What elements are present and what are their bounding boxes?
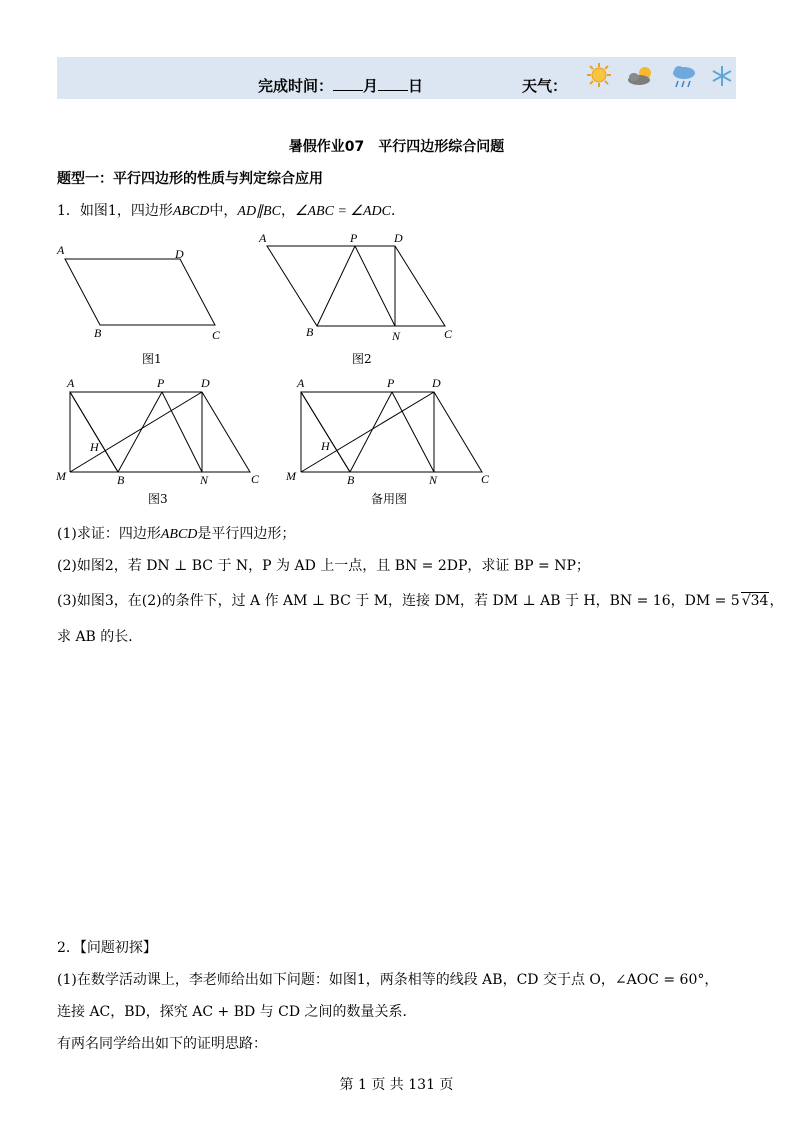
q1-part1: (1)求证：四边形ABCD是平行四边形；: [57, 526, 296, 542]
fig1-label-d: D: [175, 247, 184, 261]
fig2-label-n: N: [392, 329, 401, 343]
fig3-label-c: C: [251, 472, 260, 486]
fig2-label-c: C: [444, 327, 453, 341]
fig4-label-a: A: [297, 376, 305, 390]
figure-1: [55, 238, 235, 348]
fig2-label-p: P: [350, 231, 358, 245]
q1-part2: (2)如图2，若 DN ⊥ BC 于 N，P 为 AD 上一点，且 BN = 2DP，求证 BP = NP；: [57, 558, 590, 574]
q2-line2: 连接 AC，BD，探究 AC + BD 与 CD 之间的数量关系．: [57, 1004, 417, 1020]
q1-part3-ask: 求 AB 的长．: [57, 629, 143, 645]
fig4-label-m: M: [286, 469, 296, 483]
completion-time-label: 完成时间： 月 日: [258, 77, 424, 95]
q2-line3: 有两名同学给出如下的证明思路：: [57, 1036, 267, 1052]
figure-2: [255, 230, 460, 345]
fig3-caption: 图3: [148, 492, 168, 506]
fig3-label-a: A: [67, 376, 75, 390]
fig3-label-b: B: [117, 473, 125, 487]
figure-3: [52, 374, 272, 490]
fig4-label-b: B: [347, 473, 355, 487]
fig1-label-c: C: [212, 328, 221, 342]
fig2-caption: 图2: [352, 352, 372, 366]
fig3-label-p: P: [157, 376, 165, 390]
fig4-label-c: C: [481, 472, 490, 486]
fig1-label-b: B: [94, 326, 102, 340]
snowflake-icon: [710, 64, 734, 88]
sun-cloud-icon: [626, 64, 658, 88]
fig3-label-m: M: [56, 469, 66, 483]
fig1-label-a: A: [57, 243, 65, 257]
page-title: 暑假作业07 平行四边形综合问题: [288, 139, 505, 155]
rain-cloud-icon: [670, 64, 698, 90]
fig3-label-h: H: [90, 440, 99, 454]
q2-line1: (1)在数学活动课上，李老师给出如下问题：如图1，两条相等的线段 AB，CD 交于点 O，∠AOC = 60°，: [57, 972, 719, 988]
month-blank: [333, 78, 363, 91]
q1-intro: 1．如图1，四边形ABCD中，AD∥BC，∠ABC = ∠ADC．: [57, 203, 405, 219]
fig2-label-b: B: [306, 325, 314, 339]
fig4-label-p: P: [387, 376, 395, 390]
day-blank: [378, 78, 408, 91]
fig4-label-d: D: [432, 376, 441, 390]
q2-heading: 2．【问题初探】: [57, 940, 157, 956]
section-heading: 题型一：平行四边形的性质与判定综合应用: [57, 171, 323, 187]
weather-label: 天气：: [522, 77, 568, 95]
fig2-label-a: A: [259, 231, 267, 245]
page-footer: 第 1 页 共 131 页: [339, 1077, 454, 1093]
fig4-caption: 备用图: [371, 492, 408, 506]
fig3-label-d: D: [201, 376, 210, 390]
sun-icon: [586, 62, 612, 88]
fig2-label-d: D: [394, 231, 403, 245]
fig3-label-n: N: [200, 473, 209, 487]
fig4-label-n: N: [429, 473, 438, 487]
fig1-caption: 图1: [142, 352, 162, 366]
sqrt-radicand: √34: [741, 593, 769, 609]
figure-backup: [284, 374, 499, 490]
q1-part3: (3)如图3，在(2)的条件下，过 A 作 AM ⊥ BC 于 M，连接 DM，若 DM ⊥ AB 于 H，BN = 16，DM = 5 √34，: [57, 593, 784, 609]
fig4-label-h: H: [321, 439, 330, 453]
